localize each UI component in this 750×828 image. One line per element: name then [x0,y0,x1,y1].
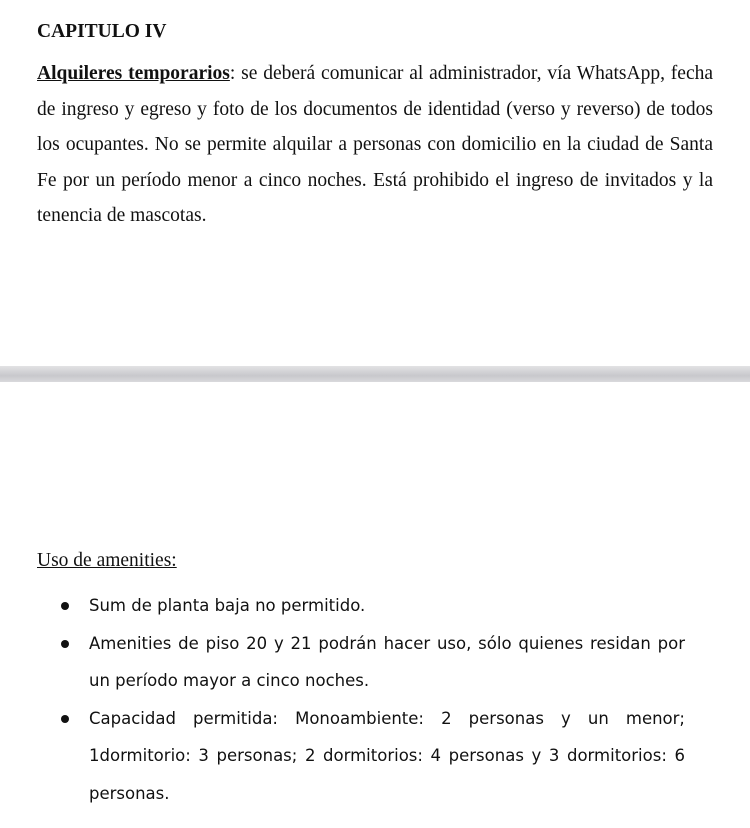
list-item-text: Capacidad permitida: Monoambiente: 2 personas y un menor; 1dormitorio: 3 personas; 2 dormitorios: 4 personas y 3 dormitorios: 6 personas. [89,708,685,803]
list-item-text: Amenities de piso 20 y 21 podrán hacer uso, sólo quienes residan por un período mayor a cinco noches. [89,633,685,690]
bullet-icon [61,640,69,648]
bullet-icon [61,602,69,610]
list-item [37,700,685,813]
list-item [37,625,685,700]
chapter-title: CAPITULO IV [37,21,167,42]
amenities-section [37,549,685,812]
list-item [37,587,685,625]
paragraph-lead: Alquileres temporarios [37,63,230,84]
rental-paragraph [37,56,713,234]
bullet-icon [61,715,69,723]
list-item-text: Sum de planta baja no permitido. [89,596,366,615]
amenities-list [37,587,685,812]
paragraph-body: : se deberá comunicar al administrador, vía WhatsApp, fecha de ingreso y egreso y foto de los documentos de identidad (verso y reverso) de todos los ocupantes. No se permite alquilar a personas con domicilio en la ciudad de Santa Fe por un período menor a cinco noches. Está prohibido el ingreso de invitados y la tenencia de mascotas. [37,63,714,226]
amenities-heading: Uso de amenities: [37,550,177,571]
chapter-section [37,20,713,234]
page-divider [0,366,750,382]
